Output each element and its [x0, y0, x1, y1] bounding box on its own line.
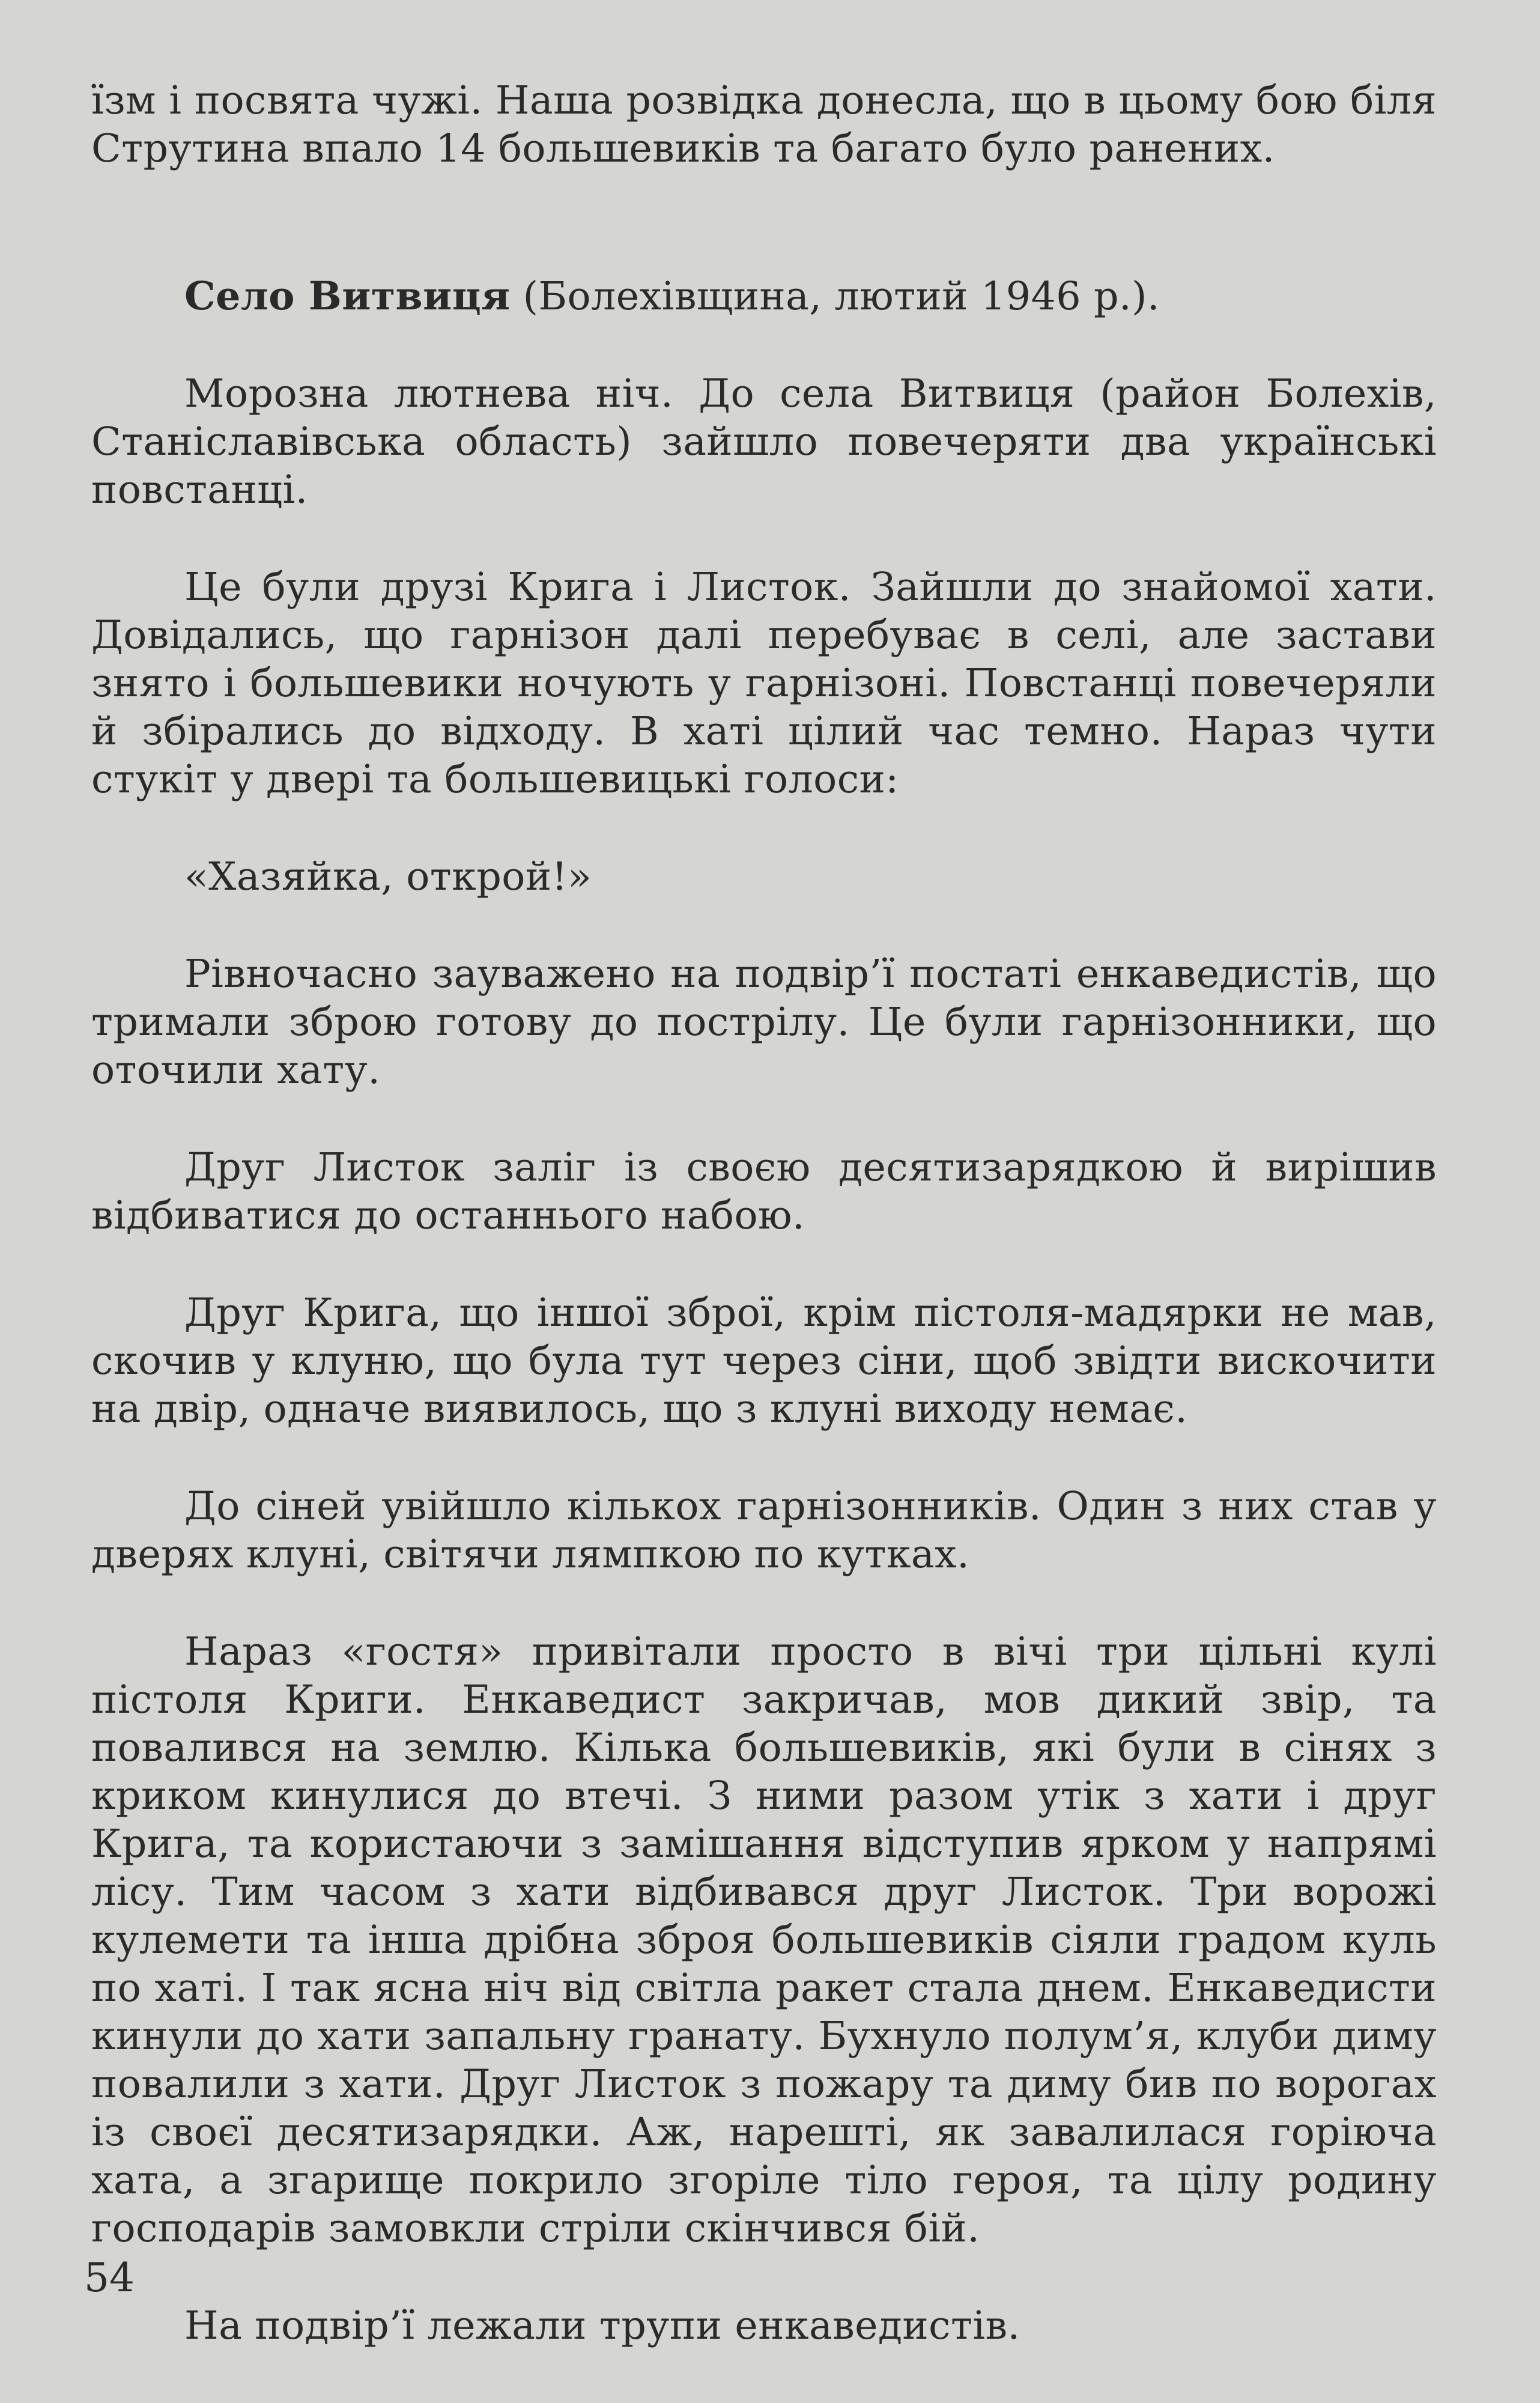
- paragraph: Рівночасно зауважено на подвір’ї постаті енкаведистів, що тримали зброю готову до пострілу. Це були гарнізонники, що оточили хату.: [91, 952, 1437, 1093]
- paragraph: Це були друзі Крига і Листок. Зайшли до знайомої хати. Довідались, що гарнізон далі перебуває в селі, але застави знято і большевики ночують у гарнізоні. Повстанці повечеряли й збірались до відходу. В хаті цілий час темно. Нараз чути стукіт у двері та большевицькі голоси:: [91, 565, 1437, 802]
- page-body: [91, 77, 1437, 2399]
- page-number: 54: [84, 2255, 135, 2301]
- paragraph: Нараз «гостя» привітали просто в вічі три цільні кулі пістоля Криги. Енкаведист закричав, мов дикий звір, та повалився на землю. Кілька большевиків, які були в сінях з криком кинулися до втечі. З ними разом утік з хати і друг Крига, та користаючи з замішання відступив ярком у напрямі лісу. Тим часом з хати відбивався друг Листок. Три ворожі кулемети та інша дрібна зброя большевиків сіяли градом куль по хаті. І так ясна ніч від світла ракет стала днем. Енкаведисти кинули до хати запальну гранату. Бухнуло полум’я, клуби диму повалили з хати. Друг Листок з пожару та диму бив по ворогах із своєї десятизарядки. Аж, нарешті, як завалилася горіюча хата, а згарище покрило згоріле тіло героя, та цілу родину господарів замовкли стріли скінчився бій.: [91, 1629, 1437, 2251]
- continued-paragraph: їзм і посвята чужі. Наша розвідка донесла, що в цьому бою біля Струтина впало 14 большевиків та багато було ранених.: [91, 78, 1437, 171]
- quote-paragraph: «Хазяйка, открой!»: [184, 854, 592, 899]
- paragraph: Друг Крига, що іншої зброї, крім пістоля-мадярки не мав, скочив у клуню, що була тут через сіни, щоб звідти вискочити на двір, одначе виявилось, що з клуні виходу немає.: [91, 1290, 1437, 1432]
- paragraph: На подвір’ї лежали трупи енкаведистів.: [184, 2303, 1020, 2348]
- section-title: Село Витвиця: [184, 273, 511, 319]
- paragraph: Морозна лютнева ніч. До села Витвиця (район Болехів, Станіславівська область) зайшло повечеряти два українські повстанці.: [91, 371, 1437, 512]
- paragraph: Друг Листок заліг із своєю десятизарядкою й вирішив відбиватися до останнього набою.: [91, 1145, 1437, 1238]
- paragraph: До сіней увійшло кількох гарнізонників. Один з них став у дверях клуні, світячи лямпкою по кутках.: [91, 1484, 1437, 1577]
- section-heading: [91, 272, 1437, 321]
- section-subtitle: (Болехівщина, лютий 1946 р.).: [523, 274, 1160, 319]
